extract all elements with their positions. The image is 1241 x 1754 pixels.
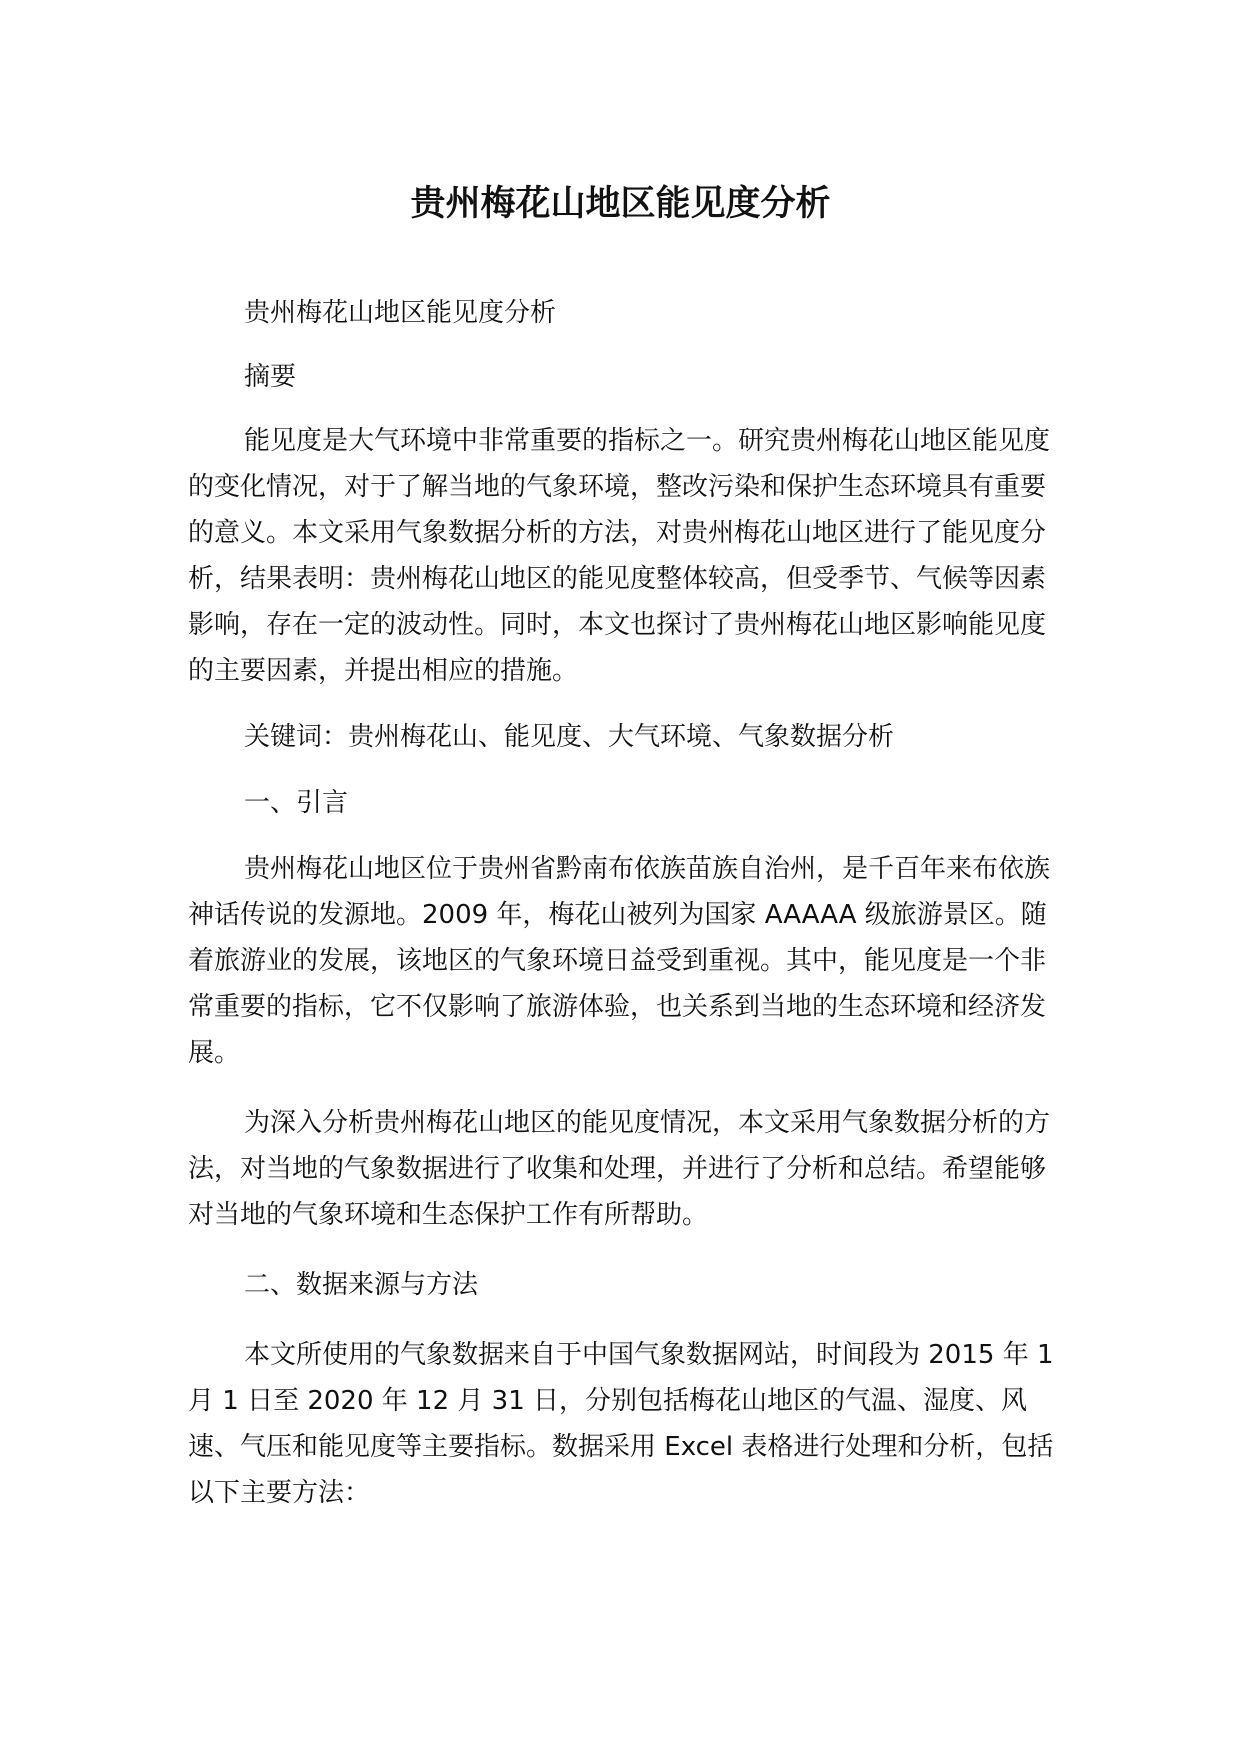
abstract-paragraph: 能见度是大气环境中非常重要的指标之一。研究贵州梅花山地区能见度的变化情况，对于了解当地的气象环境，整改污染和保护生态环境具有重要的意义。本文采用气象数据分析的方法，对贵州梅花山地区进行了能见度分析，结果表明：贵州梅花山地区的能见度整体较高，但受季节、气候等因素影响，存在一定的波动性。同时，本文也探讨了贵州梅花山地区影响能见度的主要因素，并提出相应的措施。 xyxy=(188,426,1051,686)
document-body xyxy=(188,290,1058,1516)
section-heading-data-methods: 二、数据来源与方法 xyxy=(244,1270,479,1300)
keywords-line: 关键词：贵州梅花山、能见度、大气环境、气象数据分析 xyxy=(244,722,895,752)
section-heading-introduction: 一、引言 xyxy=(244,788,349,818)
subtitle: 贵州梅花山地区能见度分析 xyxy=(244,298,557,328)
introduction-paragraph-1: 贵州梅花山地区位于贵州省黔南布依族苗族自治州，是千百年来布依族神话传说的发源地。2009 年，梅花山被列为国家 AAAAA 级旅游景区。随着旅游业的发展，该地区的气象环境日益受到重视。其中，能见度是一个非常重要的指标，它不仅影响了旅游体验，也关系到当地的生态环境和经济发展。 xyxy=(188,854,1051,1068)
introduction-paragraph-2: 为深入分析贵州梅花山地区的能见度情况，本文采用气象数据分析的方法，对当地的气象数据进行了收集和处理，并进行了分析和总结。希望能够对当地的气象环境和生态保护工作有所帮助。 xyxy=(188,1108,1051,1230)
data-methods-paragraph-1: 本文所使用的气象数据来自于中国气象数据网站，时间段为 2015 年 1 月 1 日至 2020 年 12 月 31 日，分别包括梅花山地区的气温、湿度、风速、气压和能见度等主要指标。数据采用 Excel 表格进行处理和分析，包括以下主要方法： xyxy=(188,1340,1054,1508)
document-title: 贵州梅花山地区能见度分析 xyxy=(410,184,831,224)
abstract-heading: 摘要 xyxy=(244,362,297,392)
